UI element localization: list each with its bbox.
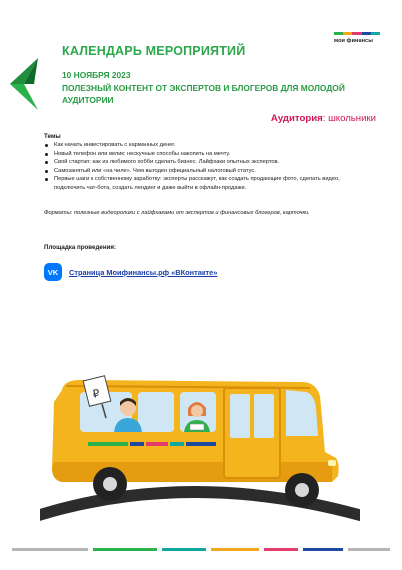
topics-list (44, 141, 344, 193)
ribbon-decoration-icon (10, 58, 40, 110)
footer-color-bar (12, 548, 390, 551)
list-item: Свой стартап: как из любимого хобби сделать бизнес. Лайфхаки опытных экспертов. (44, 158, 344, 167)
list-item: Первые шаги к собственному заработку: эксперты расскажут, как создать продающие фото, сделать видео, подключить чат-бота, создать лендинг и даже выйти в офлайн-продажи. (44, 175, 344, 192)
page-title: КАЛЕНДАРЬ МЕРОПРИЯТИЙ (62, 44, 246, 58)
bus-window (138, 392, 174, 432)
audience-label: Аудитория (270, 113, 323, 124)
audience (271, 113, 376, 124)
brand-logo (334, 32, 380, 44)
venue-row (44, 263, 217, 281)
bus-illustration (40, 372, 360, 522)
list-item: Новый телефон или велик: нескучные способы накопить на мечту. (44, 150, 344, 159)
ruble-sign-text: ₽ (91, 386, 102, 401)
list-item: Самозанятый или «на чиле». Чем выгоден официальный налоговый статус. (44, 167, 344, 176)
formats-text: Форматы: полезные видеоролики с лайфхаками от экспертов и финансовых блогеров, карточки. (44, 210, 310, 216)
venue-heading: Площадка проведения: (44, 244, 117, 251)
logo-text: мои финансы (334, 38, 374, 44)
event-title: ПОЛЕЗНЫЙ КОНТЕНТ ОТ ЭКСПЕРТОВ И БЛОГЕРОВ ДЛЯ МОЛОДОЙ АУДИТОРИИ (62, 83, 345, 105)
topics-heading: Темы (44, 133, 61, 140)
event-date: 10 НОЯБРЯ 2023 (62, 70, 131, 80)
audience-value: школьники (328, 113, 376, 124)
vk-icon: VK (44, 263, 62, 281)
vk-page-link[interactable]: Страница Моифинансы.рф «ВКонтакте» (69, 267, 218, 277)
list-item: Как начать инвестировать с карманных денег. (44, 141, 344, 150)
audience-separator: : (322, 113, 329, 124)
logo-color-bar (334, 32, 380, 35)
